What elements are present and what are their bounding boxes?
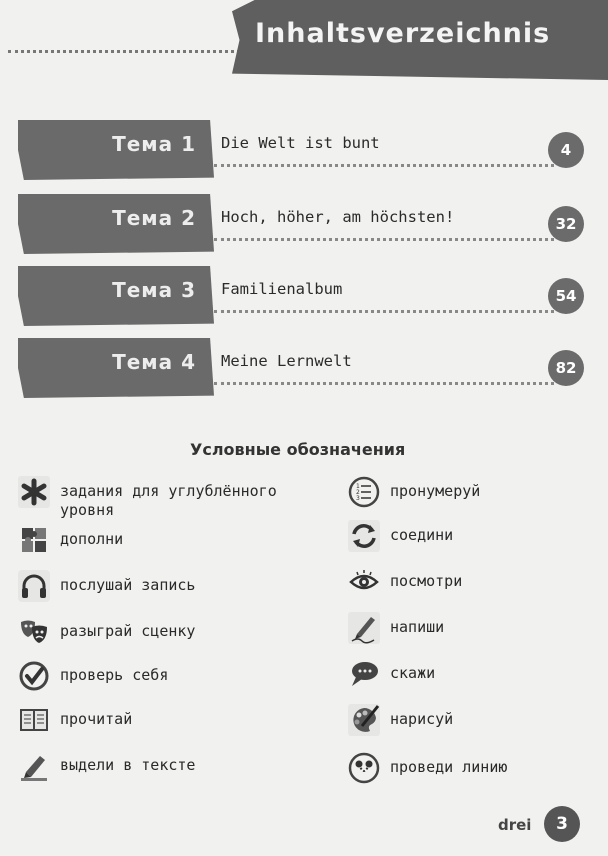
- toc-row-4[interactable]: [18, 338, 600, 398]
- tema-label: Тема 4: [112, 350, 196, 374]
- legend-label: напиши: [390, 618, 445, 636]
- legend-label: разыграй сценку: [60, 622, 196, 640]
- dotted-leader: [214, 238, 554, 241]
- legend-label: задания для углублённого уровня: [60, 482, 277, 519]
- legend-label: скажи: [390, 664, 436, 682]
- legend-label: проверь себя: [60, 666, 169, 684]
- headphones-icon: [18, 570, 50, 602]
- page-number-badge: 4: [548, 132, 584, 168]
- open-book-icon: [18, 704, 50, 736]
- page-number-badge: 82: [548, 350, 584, 386]
- palette-icon: [348, 704, 380, 736]
- legend-label: посмотри: [390, 572, 463, 590]
- svg-text:2: 2: [356, 489, 360, 496]
- legend-label: выдели в тексте: [60, 756, 196, 774]
- tema-label: Тема 3: [112, 278, 196, 302]
- page-title: Inhaltsverzeichnis: [255, 18, 551, 49]
- eye-icon: [348, 566, 380, 598]
- legend-heading: Условные обозначения: [190, 440, 406, 459]
- legend-label: нарисуй: [390, 710, 454, 728]
- footer-page-word: drei: [498, 816, 532, 834]
- legend-label: пронумеруй: [390, 482, 481, 500]
- checkmark-icon: [18, 660, 50, 692]
- tema-title: Die Welt ist bunt: [221, 134, 380, 152]
- draw-line-icon: [348, 752, 380, 784]
- legend-label: прочитай: [60, 710, 133, 728]
- toc-row-1[interactable]: [18, 120, 600, 180]
- speech-bubble-icon: [348, 658, 380, 690]
- header-dotted-line: [8, 50, 253, 53]
- tema-title: Familienalbum: [221, 280, 343, 298]
- pen-icon: [348, 612, 380, 644]
- tema-label: Тема 2: [112, 206, 196, 230]
- svg-text:3: 3: [356, 495, 360, 502]
- footer-page-number: 3: [544, 806, 580, 842]
- legend-label: соедини: [390, 526, 454, 544]
- legend-label: дополни: [60, 530, 124, 548]
- dotted-leader: [214, 310, 554, 313]
- tema-label: Тема 1: [112, 132, 196, 156]
- toc-row-2[interactable]: [18, 194, 600, 254]
- legend-label: послушай запись: [60, 576, 196, 594]
- dotted-leader: [214, 164, 554, 167]
- tema-title: Hoch, höher, am höchsten!: [221, 208, 455, 226]
- numbered-list-icon: [348, 476, 380, 508]
- page-number-badge: 54: [548, 278, 584, 314]
- puzzle-icon: [18, 524, 50, 556]
- legend-label: проведи линию: [390, 758, 508, 776]
- dotted-leader: [214, 382, 554, 385]
- svg-text:1: 1: [356, 483, 360, 490]
- theatre-masks-icon: [18, 616, 50, 648]
- asterisk-icon: [18, 476, 50, 508]
- connect-arrows-icon: [348, 520, 380, 552]
- highlighter-icon: [18, 750, 50, 782]
- page-number-badge: 32: [548, 206, 584, 242]
- toc-row-3[interactable]: [18, 266, 600, 326]
- tema-title: Meine Lernwelt: [221, 352, 352, 370]
